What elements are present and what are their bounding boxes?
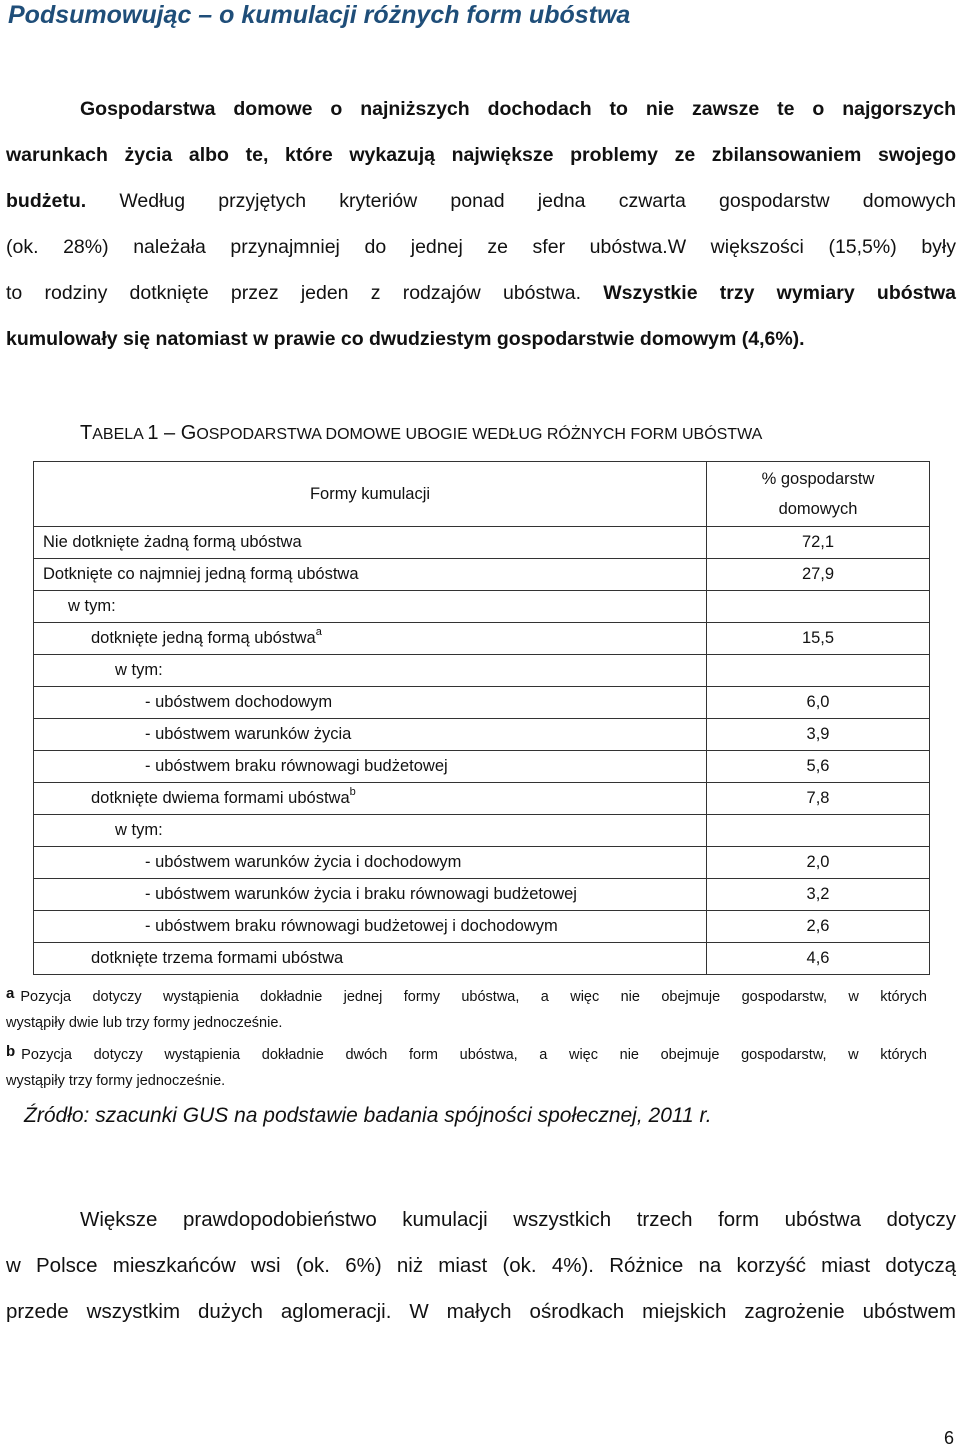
row-label-text: - ubóstwem warunków życia i braku równowagi budżetowej bbox=[145, 885, 577, 903]
closing-line bbox=[6, 1243, 956, 1289]
header-percent-line2: domowych bbox=[778, 500, 858, 518]
caption-text: OSPODARSTWA DOMOWE UBOGIE WEDŁUG RÓŻNYCH FORM UBÓSTWA bbox=[196, 426, 763, 443]
row-label bbox=[34, 783, 707, 815]
row-label bbox=[34, 815, 707, 847]
row-value: 27,9 bbox=[707, 559, 930, 591]
table-caption bbox=[80, 420, 880, 448]
table-row bbox=[34, 879, 930, 911]
footnote-line bbox=[6, 1039, 927, 1068]
intro-text: Według przyjętych kryteriów ponad jedna czwarta gospodarstw domowych bbox=[86, 190, 956, 212]
intro-line bbox=[6, 270, 956, 316]
footnote-line bbox=[6, 1068, 927, 1094]
row-value: 15,5 bbox=[707, 623, 930, 655]
footnote-ref: a bbox=[315, 626, 322, 638]
row-value bbox=[707, 591, 930, 623]
poverty-table bbox=[33, 461, 930, 975]
row-label-text: - ubóstwem warunków życia i dochodowym bbox=[145, 853, 462, 871]
row-value: 2,0 bbox=[707, 847, 930, 879]
row-value: 3,9 bbox=[707, 719, 930, 751]
row-value: 4,6 bbox=[707, 943, 930, 975]
intro-text: kumulowały się natomiast w prawie co dwudziestym gospodarstwie domowym (4,6%). bbox=[6, 328, 805, 350]
row-value: 5,6 bbox=[707, 751, 930, 783]
section-heading: Podsumowując – o kumulacji różnych form ubóstwa bbox=[8, 1, 631, 29]
table-row bbox=[34, 591, 930, 623]
row-label-text: dotknięte jedną formą ubóstwa bbox=[91, 629, 316, 647]
row-label bbox=[34, 847, 707, 879]
table-row bbox=[34, 719, 930, 751]
header-percent bbox=[707, 462, 930, 527]
row-label bbox=[34, 687, 707, 719]
footnote-text: wystąpiły trzy formy jednocześnie. bbox=[6, 1073, 226, 1089]
row-value bbox=[707, 655, 930, 687]
intro-text: budżetu. bbox=[6, 190, 87, 212]
row-value: 3,2 bbox=[707, 879, 930, 911]
closing-paragraph bbox=[6, 1197, 956, 1335]
table-header-row bbox=[34, 462, 930, 527]
closing-text: Większe prawdopodobieństwo kumulacji wszystkich trzech form ubóstwa dotyczy bbox=[80, 1208, 956, 1231]
row-label bbox=[34, 911, 707, 943]
table-row bbox=[34, 783, 930, 815]
row-label-text: - ubóstwem braku równowagi budżetowej i dochodowym bbox=[145, 917, 558, 935]
row-label-text: - ubóstwem warunków życia bbox=[145, 725, 352, 743]
intro-text: to rodziny dotknięte przez jeden z rodzajów ubóstwa. bbox=[6, 282, 604, 304]
footnote-text: wystąpiły dwie lub trzy formy jednocześnie. bbox=[6, 1015, 283, 1031]
row-label bbox=[34, 623, 707, 655]
header-forms: Formy kumulacji bbox=[34, 462, 707, 527]
table-row bbox=[34, 527, 930, 559]
row-label bbox=[34, 879, 707, 911]
table-row bbox=[34, 559, 930, 591]
table-row bbox=[34, 751, 930, 783]
row-value: 7,8 bbox=[707, 783, 930, 815]
intro-line bbox=[6, 132, 956, 178]
row-value bbox=[707, 815, 930, 847]
row-label bbox=[34, 655, 707, 687]
row-label-text: - ubóstwem dochodowym bbox=[145, 693, 333, 711]
page-number: 6 bbox=[943, 1428, 954, 1448]
footnote-text: Pozycja dotyczy wystąpienia dokładnie jednej formy ubóstwa, a więc nie obejmuje gospodarstw, w których bbox=[20, 989, 927, 1005]
table-row bbox=[34, 815, 930, 847]
table-row bbox=[34, 911, 930, 943]
row-label-text: Dotknięte co najmniej jedną formą ubóstwa bbox=[43, 565, 359, 583]
closing-text: przede wszystkim dużych aglomeracji. W małych ośrodkach miejskich zagrożenie ubóstwem bbox=[6, 1300, 956, 1323]
caption-text: – bbox=[158, 422, 181, 444]
table-row bbox=[34, 847, 930, 879]
footnote-mark: a bbox=[6, 985, 15, 1002]
row-label-text: dotknięte dwiema formami ubóstwa bbox=[91, 789, 350, 807]
caption-text: T bbox=[80, 422, 93, 444]
row-value: 2,6 bbox=[707, 911, 930, 943]
table-row bbox=[34, 655, 930, 687]
intro-paragraph bbox=[6, 86, 956, 362]
intro-line bbox=[6, 178, 956, 224]
caption-text: ABELA bbox=[92, 426, 148, 443]
footnote-line bbox=[6, 981, 927, 1010]
row-label bbox=[34, 559, 707, 591]
table-row bbox=[34, 623, 930, 655]
row-label-text: Nie dotknięte żadną formą ubóstwa bbox=[43, 533, 302, 551]
row-label-text: w tym: bbox=[115, 661, 163, 679]
table-row bbox=[34, 943, 930, 975]
row-label bbox=[34, 943, 707, 975]
row-label bbox=[34, 719, 707, 751]
footnote-line bbox=[6, 1010, 927, 1036]
closing-text: w Polsce mieszkańców wsi (ok. 6%) niż miast (ok. 4%). Różnice na korzyść miast dotyczą bbox=[6, 1254, 956, 1277]
closing-line bbox=[6, 1197, 956, 1243]
row-label bbox=[34, 751, 707, 783]
header-percent-line1: % gospodarstw bbox=[761, 470, 875, 488]
row-value: 6,0 bbox=[707, 687, 930, 719]
source-note: Źródło: szacunki GUS na podstawie badania spójności społecznej, 2011 r. bbox=[24, 1104, 712, 1127]
closing-line bbox=[6, 1289, 956, 1335]
row-label bbox=[34, 527, 707, 559]
footnote-mark: b bbox=[6, 1043, 16, 1060]
table-row bbox=[34, 687, 930, 719]
intro-text: warunkach życia albo te, które wykazują największe problemy ze zbilansowaniem swojego bbox=[6, 144, 956, 166]
footnote-text: Pozycja dotyczy wystąpienia dokładnie dwóch form ubóstwa, a więc nie obejmuje gospodarstw, w których bbox=[21, 1047, 927, 1063]
caption-text: G bbox=[180, 422, 197, 444]
row-value: 72,1 bbox=[707, 527, 930, 559]
caption-text: 1 bbox=[147, 422, 159, 444]
row-label bbox=[34, 591, 707, 623]
footnote-ref: b bbox=[349, 786, 356, 798]
intro-line bbox=[6, 86, 956, 132]
row-label-text: w tym: bbox=[115, 821, 163, 839]
intro-line bbox=[6, 224, 956, 270]
row-label-text: - ubóstwem braku równowagi budżetowej bbox=[145, 757, 448, 775]
row-label-text: w tym: bbox=[68, 597, 116, 615]
intro-line bbox=[6, 316, 956, 362]
footnote-b bbox=[6, 1039, 927, 1094]
row-label-text: dotknięte trzema formami ubóstwa bbox=[91, 949, 344, 967]
footnote-a bbox=[6, 981, 927, 1036]
intro-text: (ok. 28%) należała przynajmniej do jednej ze sfer ubóstwa.W większości (15,5%) były bbox=[6, 236, 956, 258]
intro-text: Wszystkie trzy wymiary ubóstwa bbox=[603, 282, 957, 304]
intro-text: Gospodarstwa domowe o najniższych dochodach to nie zawsze te o najgorszych bbox=[80, 98, 956, 120]
